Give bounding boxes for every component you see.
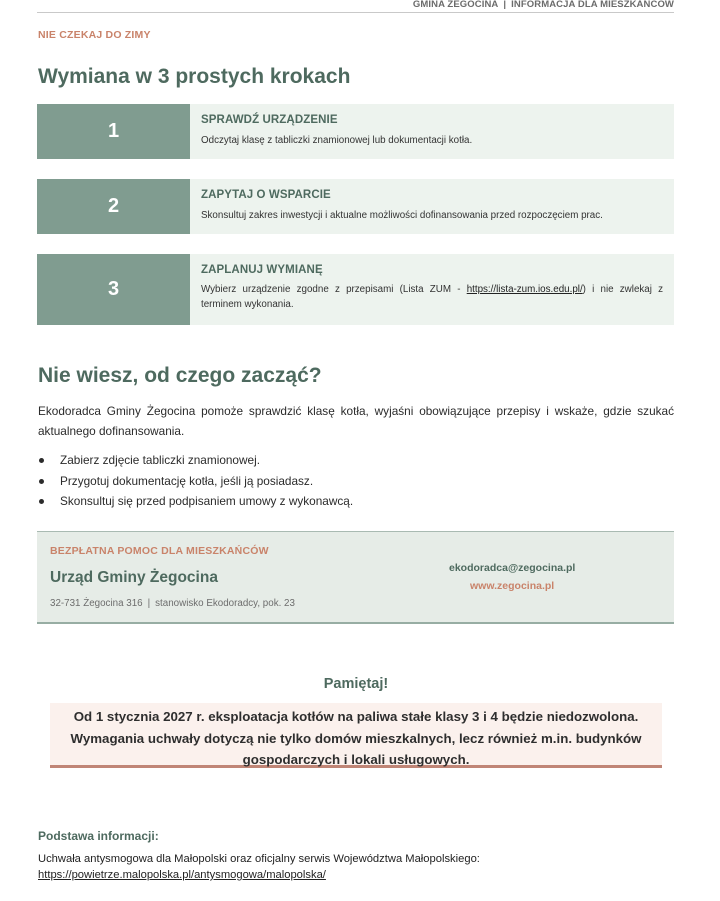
source-text: Uchwała antysmogowa dla Małopolski oraz oficjalny serwis Województwa Małopolskiego: [38,853,480,865]
list-item [38,471,353,492]
list-item-text: Skonsultuj się przed podpisaniem umowy z wykonawcą. [60,494,354,508]
step-number: 3 [37,254,190,325]
step-description: Skonsultuj zakres inwestycji i aktualne możliwości dofinansowania przed rozpoczęciem prac. [201,210,603,221]
contact-email-link[interactable]: ekodoradca@zegocina.pl [449,562,576,574]
tips-list [38,450,353,512]
header-municipality: GMINA ŻEGOCINA [412,0,499,10]
help-paragraph: Ekodoradca Gminy Żegocina pomoże sprawdzić klasę kotła, wyjaśni obowiązujące przepisy i wskaże, gdzie szukać aktualnego dofinansowania. [38,404,674,438]
kicker-label: NIE CZEKAJ DO ZIMY [38,29,151,41]
step-card-2 [37,179,674,234]
notice-box [50,703,662,768]
help-heading: Nie wiesz, od czego zacząć? [38,364,322,387]
step-description-start: Wybierz urządzenie zgodne z przepisami (Lista ZUM - [201,284,467,295]
step-description [201,283,663,312]
source-block [38,851,480,883]
step-number: 2 [37,179,190,234]
list-item-text: Zabierz zdjęcie tabliczki znamionowej. [60,453,260,467]
page-header [37,0,674,13]
address-separator: | [147,598,151,609]
steps-heading: Wymiana w 3 prostych krokach [38,65,351,88]
step-card-3 [37,254,674,325]
step-number: 1 [37,104,190,159]
step-card-1 [37,104,674,159]
list-item [38,450,353,471]
contact-box [37,531,674,624]
step-description: Odczytaj klasę z tabliczki znamionowej lub dokumentacji kotła. [201,135,473,146]
bullet-icon [39,479,44,484]
step-body [190,104,674,159]
step-description-end: ) i nie zwlekaj z terminem wykonania. [201,284,664,310]
contact-address: 32-731 Żegocina 316 [50,598,143,609]
bullet-icon [39,458,44,463]
step-body [190,179,674,234]
header-section: INFORMACJA DLA MIESZKAŃCÓW [511,0,674,10]
step-title: ZAPYTAJ O WSPARCIE [201,189,331,201]
contact-label: BEZPŁATNA POMOC DLA MIESZKAŃCÓW [50,545,269,557]
step-body [190,254,674,325]
contact-address-line [50,598,295,609]
source-title: Podstawa informacji: [38,829,159,843]
step-title: SPRAWDŹ URZĄDZENIE [201,114,338,126]
contact-desk: stanowisko Ekodoradcy, pok. 23 [155,598,295,609]
contact-website-link[interactable]: www.zegocina.pl [470,580,555,592]
source-link[interactable]: https://powietrze.malopolska.pl/antysmogowa/malopolska/ [38,869,326,881]
list-item-text: Przygotuj dokumentację kotła, jeśli ją posiadasz. [60,473,314,488]
list-item [38,491,353,512]
remember-title: Pamiętaj! [323,676,389,692]
lista-zum-link[interactable]: https://lista-zum.ios.edu.pl/ [466,284,583,295]
header-separator: | [503,0,507,10]
step-title: ZAPLANUJ WYMIANĘ [201,264,323,276]
bullet-icon [39,499,44,504]
notice-text: Od 1 stycznia 2027 r. eksploatacja kotłów na paliwa stałe klasy 3 i 4 będzie niedozwolona. Wymagania uchwały dotyczą nie tylko domów mieszkalnych, lecz również m.in. budynków gospodarczych i lokali usługowych. [70,709,642,767]
contact-organization: Urząd Gminy Żegocina [50,569,218,586]
